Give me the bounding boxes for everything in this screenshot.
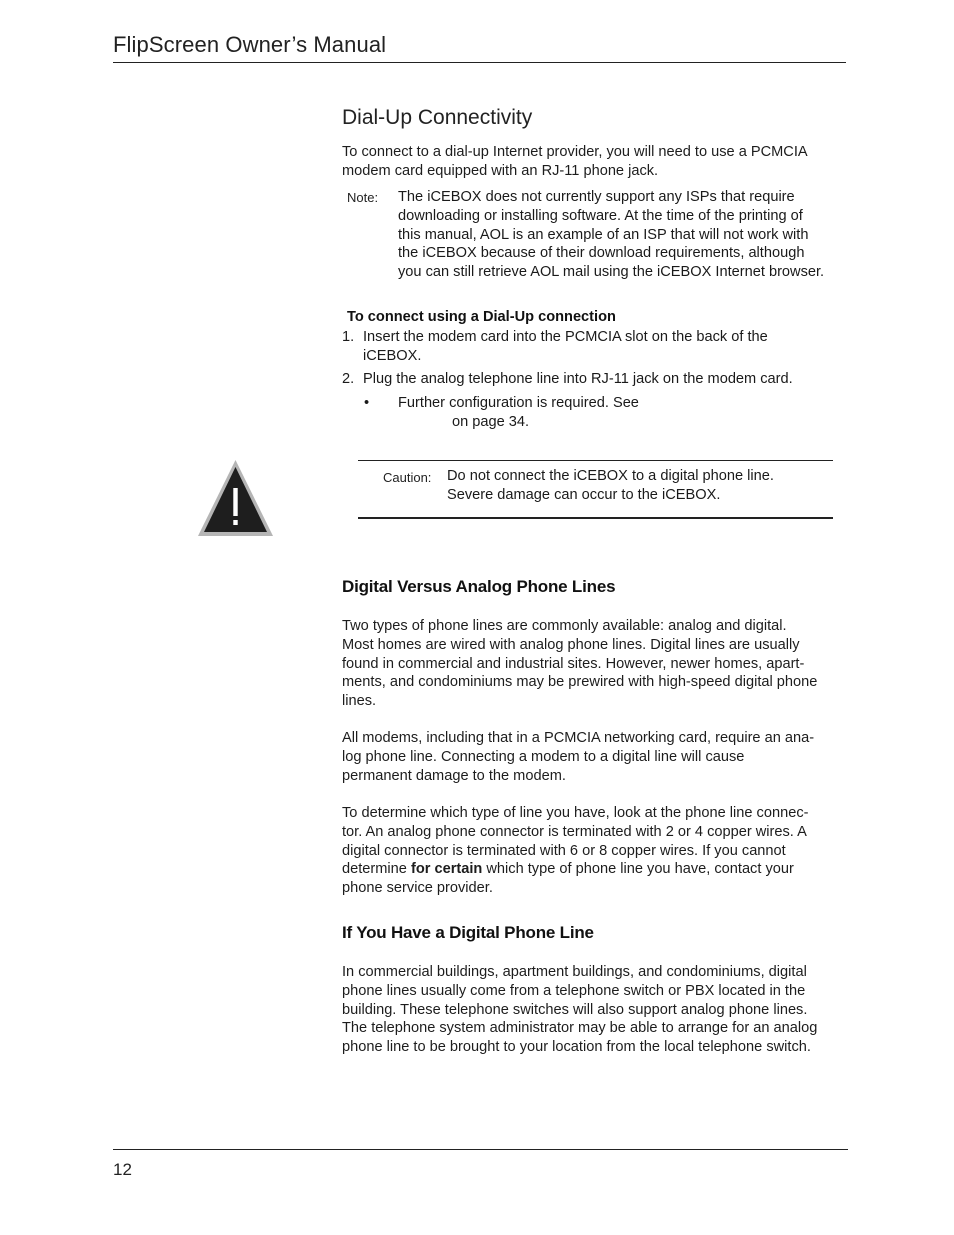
footer-rule — [113, 1149, 848, 1150]
bullet-text — [398, 394, 838, 432]
step-number: 1. — [342, 329, 355, 345]
emphasis-for-certain: for certain — [410, 861, 483, 878]
intro-paragraph: To connect to a dial-up Internet provider, you will need to use a PCMCIA modem card equipped with an RJ-11 phone jack. — [342, 144, 807, 179]
caution-top-rule — [358, 460, 833, 461]
step-line: Insert the modem card into the PCMCIA slot on the back of the — [363, 329, 768, 345]
note-line: The iCEBOX does not currently support any ISPs that require — [398, 189, 795, 205]
caution-text — [447, 467, 827, 505]
caution-bottom-rule — [358, 517, 833, 519]
note-line: downloading or installing software. At the time of the printing of — [398, 207, 803, 224]
warning-triangle-icon — [196, 458, 275, 538]
note-line: you can still retrieve AOL mail using the iCEBOX Internet browser. — [398, 264, 825, 281]
note-line: this manual, AOL is an example of an ISP that will not work with — [398, 226, 809, 243]
step-text — [363, 328, 843, 366]
paragraph-determine-line-type: To determine which type of line you have, look at the phone line connec- tor. An analog phone connector is terminated with 2 or 4 copper wires. A digital connector is terminated with 6 or 8 copper wires. If you cannot determine for certain which type of phone line you have, contact your phone service provider. — [342, 805, 809, 897]
step-line: iCEBOX. — [363, 347, 422, 364]
paragraph-phone-line-types: Two types of phone lines are commonly available: analog and digital. Most homes are wired with analog phone lines. Digital lines are usually found in commercial and industrial sites. However, newer homes, apart- ments, and condominiums may be prewired with high-speed digital phone lines. — [342, 618, 818, 710]
paragraph-modem-requirement: All modems, including that in a PCMCIA networking card, require an ana- log phone line. Connecting a modem to a digital line will cause permanent damage to the modem. — [342, 730, 815, 784]
bullet-mark: • — [364, 395, 370, 411]
subsection-heading-digital-vs-analog: Digital Versus Analog Phone Lines — [342, 577, 616, 596]
note-line: the iCEBOX because of their download requirements, although — [398, 245, 805, 262]
running-header-title: FlipScreen Owner’s Manual — [113, 32, 387, 57]
caution-line: Do not connect the iCEBOX to a digital phone line. — [447, 468, 774, 484]
paragraph-digital-line-buildings: In commercial buildings, apartment buildings, and condominiums, digital phone lines usually come from a telephone switch or PBX located in the building. These telephone switches will also support analog phone lines. The telephone system administrator may be able to arrange for an analog phone line to be brought to your location from the local telephone switch. — [342, 964, 818, 1056]
page-number: 12 — [113, 1160, 132, 1179]
caution-line: Severe damage can occur to the iCEBOX. — [447, 487, 721, 503]
step-number: 2. — [342, 371, 355, 387]
caution-label: Caution: — [383, 470, 432, 485]
step-text — [363, 370, 843, 389]
procedure-heading: To connect using a Dial-Up connection — [347, 309, 616, 325]
note-label: Note: — [347, 190, 379, 205]
step-line: Plug the analog telephone line into RJ-11 jack on the modem card. — [363, 371, 793, 387]
header-rule — [113, 62, 846, 63]
bullet-line: on page 34. — [452, 413, 530, 430]
note-text — [398, 188, 848, 282]
subsection-heading-digital-line: If You Have a Digital Phone Line — [342, 923, 594, 942]
section-title: Dial-Up Connectivity — [342, 106, 533, 129]
bullet-line: Further configuration is required. See — [398, 395, 639, 411]
